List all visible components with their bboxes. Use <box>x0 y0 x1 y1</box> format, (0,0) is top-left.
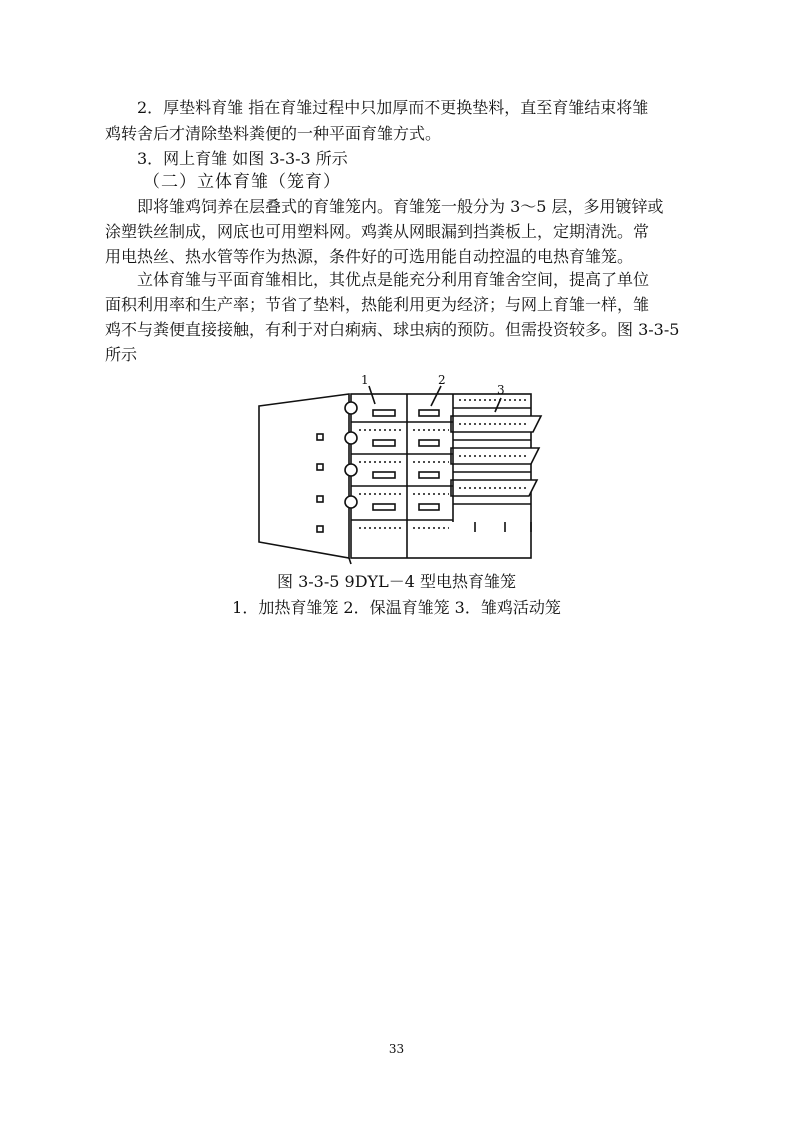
figure-label-3: 3 <box>497 383 505 397</box>
paragraph-advantage-line-4: 所示 <box>105 345 138 364</box>
page-number: 33 <box>388 1042 405 1056</box>
paragraph-cage-line-3: 用电热丝、热水管等作为热源，条件好的可选用能自动控温的电热育雏笼。 <box>105 247 634 266</box>
paragraph-thick-litter-line-1: 2．厚垫料育雏 指在育雏过程中只加厚而不更换垫料，直至育雏结束将雏 <box>137 98 649 117</box>
section-heading: （二）立体育雏（笼育） <box>143 172 341 192</box>
figure-label-2: 2 <box>438 373 446 387</box>
paragraph-advantage-line-1: 立体育雏与平面育雏相比，其优点是能充分利用育雏舍空间，提高了单位 <box>137 270 650 289</box>
paragraph-advantage-line-3: 鸡不与粪便直接接触，有利于对白痢病、球虫病的预防。但需投资较多。图 3-3-5 <box>105 320 680 339</box>
brooder-cage-drawing <box>255 372 545 568</box>
paragraph-advantage-line-2: 面积利用率和生产率；节省了垫料，热能利用更为经济；与网上育雏一样，雏 <box>105 295 650 314</box>
paragraph-net-brooding: 3．网上育雏 如图 3-3-3 所示 <box>137 149 348 168</box>
figure-caption: 图 3-3-5 9DYL－4 型电热育雏笼 <box>277 572 516 591</box>
paragraph-cage-line-2: 涂塑铁丝制成，网底也可用塑料网。鸡粪从网眼漏到挡粪板上，定期清洗。常 <box>105 222 650 241</box>
figure-label-1: 1 <box>361 373 369 387</box>
paragraph-thick-litter-line-2: 鸡转舍后才清除垫料粪便的一种平面育雏方式。 <box>105 124 442 143</box>
figure-legend: 1．加热育雏笼 2．保温育雏笼 3．雏鸡活动笼 <box>232 598 561 617</box>
paragraph-cage-line-1: 即将雏鸡饲养在层叠式的育雏笼内。育雏笼一般分为 3～5 层，多用镀锌或 <box>137 197 664 216</box>
brooder-cage-figure <box>255 372 545 568</box>
